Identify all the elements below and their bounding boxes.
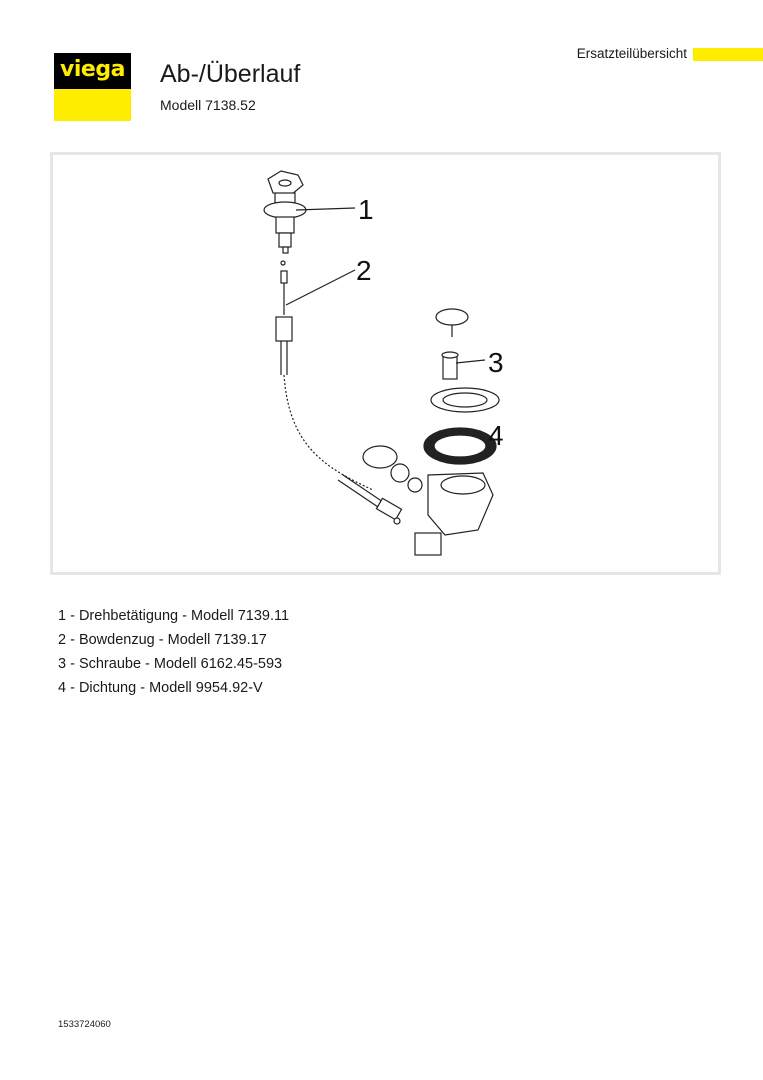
doc-type-label: Ersatzteilübersicht	[576, 46, 687, 61]
parts-list-item: 1 - Drehbetätigung - Modell 7139.11	[58, 608, 290, 624]
doc-type-bar	[693, 48, 763, 61]
logo-yellow-band	[54, 89, 131, 121]
viega-logo	[54, 53, 131, 121]
exploded-drawing-svg	[53, 155, 718, 572]
part-1-rotary-actuator	[264, 171, 306, 253]
parts-list-item: 3 - Schraube - Modell 6162.45-593	[58, 656, 283, 672]
exploded-drawing	[50, 152, 721, 575]
callout-3: 3	[488, 347, 504, 378]
parts-list	[58, 604, 289, 700]
logo-text: viega	[54, 53, 131, 89]
document-number: 1533724060	[58, 1019, 111, 1030]
page-subtitle: Modell 7138.52	[160, 97, 256, 113]
callout-4: 4	[488, 420, 504, 451]
parts-list-item: 4 - Dichtung - Modell 9954.92-V	[58, 680, 263, 696]
callout-1: 1	[358, 194, 374, 225]
page-title: Ab-/Überlauf	[160, 60, 301, 88]
callout-2: 2	[356, 255, 372, 286]
part-3-screw	[442, 352, 458, 379]
parts-list-item: 2 - Bowdenzug - Modell 7139.17	[58, 632, 267, 648]
